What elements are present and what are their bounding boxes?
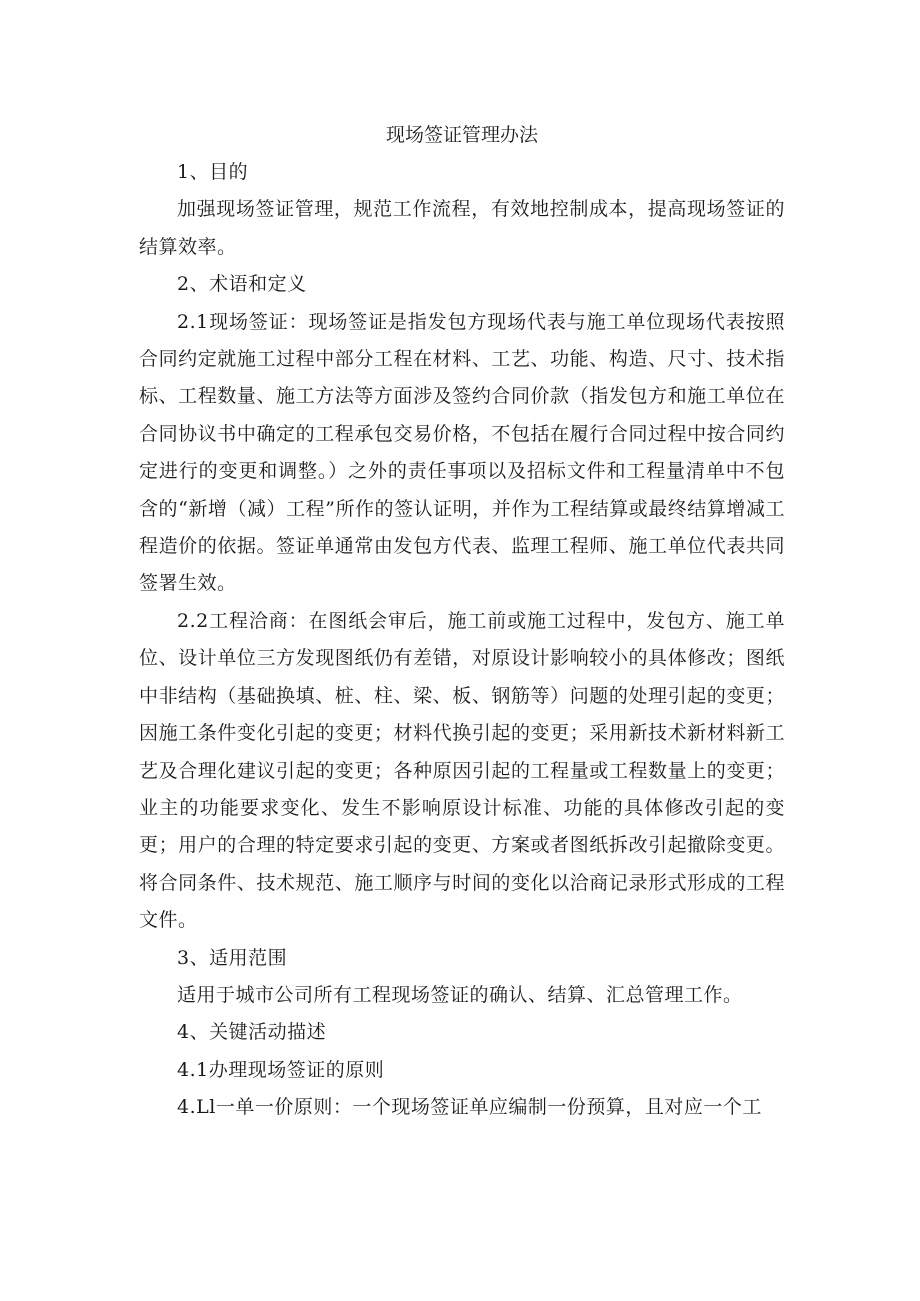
document-page [139,116,785,1127]
document-title: 现场签证管理办法 [385,124,538,146]
section-heading: 1、目的 [177,161,249,183]
body-paragraph: 4.Ll一单一价原则：一个现场签证单应编制一份预算，且对应一个工 [177,1096,762,1119]
section-heading: 3、适用范围 [177,946,288,969]
document-body [139,154,785,1127]
section-heading: 4、关键活动描述 [177,1021,327,1044]
body-paragraph: 2.2工程洽商：在图纸会审后，施工前或施工过程中，发包方、施工单位、设计单位三方发现图纸仍有差错，对原设计影响较小的具体修改；图纸中非结构（基础换填、桩、柱、梁、板、钢筋等）问题的处理引起的变更；因施工条件变化引起的变更；材料代换引起的变更；采用新技术新材料新工艺及合理化建议引起的变更；各种原因引起的工程量或工程数量上的变更；业主的功能要求变化、发生不影响原设计标准、功能的具体修改引起的变更；用户的合理的特定要求引起的变更、方案或者图纸拆改引起撤除变更。将合同条件、技术规范、施工顺序与时间的变化以洽商记录形式形成的工程文件。 [139,609,785,932]
body-paragraph: 适用于城市公司所有工程现场签证的确认、结算、汇总管理工作。 [177,983,743,1006]
body-paragraph: 2.1现场签证：现场签证是指发包方现场代表与施工单位现场代表按照合同约定就施工过程中部分工程在材料、工艺、功能、构造、尺寸、技术指标、工程数量、施工方法等方面涉及签约合同价款（指发包方和施工单位在合同协议书中确定的工程承包交易价格，不包括在履行合同过程中按合同约定进行的变更和调整。）之外的责任事项以及招标文件和工程量清单中不包含的“新增（减）工程”所作的签认证明，并作为工程结算或最终结算增减工程造价的依据。签证单通常由发包方代表、监理工程师、施工单位代表共同签署生效。 [139,310,785,595]
body-paragraph: 加强现场签证管理，规范工作流程，有效地控制成本，提高现场签证的结算效率。 [139,198,785,258]
section-heading: 4.1办理现场签证的原则 [177,1058,385,1081]
section-heading: 2、术语和定义 [177,273,307,296]
